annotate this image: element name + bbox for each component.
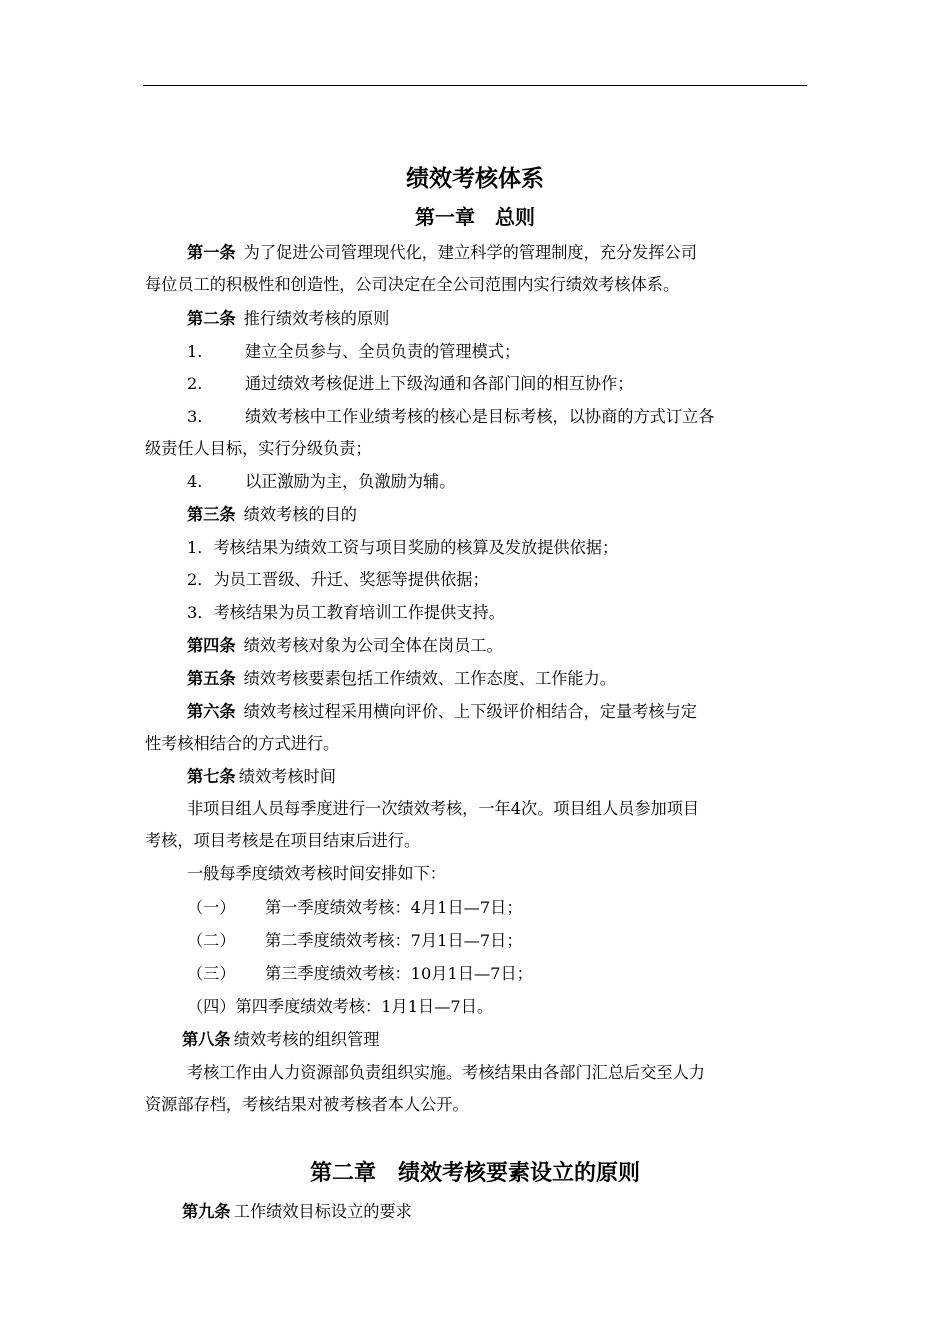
article-5: 第五条 绩效考核要素包括工作绩效、工作态度、工作能力。 bbox=[187, 669, 616, 688]
article-1: 第一条 为了促进公司管理现代化，建立科学的管理制度，充分发挥公司 bbox=[187, 243, 697, 262]
article-6-cont: 性考核相结合的方式进行。 bbox=[145, 734, 340, 753]
document-title: 绩效考核体系 bbox=[406, 166, 544, 192]
article-9-label: 第九条 bbox=[182, 1202, 231, 1221]
article-3: 第三条 绩效考核的目的 bbox=[187, 505, 357, 524]
article-7-quarter-4: （四）第四季度绩效考核：1月1日—7日。 bbox=[187, 997, 494, 1016]
article-7-label: 第七条 bbox=[187, 767, 236, 786]
article-4: 第四条 绩效考核对象为公司全体在岗员工。 bbox=[187, 636, 503, 655]
article-2-item-3-cont: 级责任人目标，实行分级负责； bbox=[145, 439, 372, 458]
article-2-item-2: 2. 通过绩效考核促进上下级沟通和各部门间的相互协作； bbox=[187, 374, 634, 393]
article-1-label: 第一条 bbox=[187, 243, 236, 262]
article-8-para-cont: 资源部存档，考核结果对被考核者本人公开。 bbox=[145, 1095, 469, 1114]
article-7-quarter-3: （三） 第三季度绩效考核：10月1日—7日； bbox=[187, 964, 533, 983]
article-4-label: 第四条 bbox=[187, 636, 236, 655]
article-3-item-3: 3．考核结果为员工教育培训工作提供支持。 bbox=[187, 603, 505, 622]
article-7-quarter-2: （二） 第二季度绩效考核：7月1日—7日； bbox=[187, 931, 523, 950]
article-3-label: 第三条 bbox=[187, 505, 236, 524]
article-2-label: 第二条 bbox=[187, 309, 236, 328]
article-1-cont: 每位员工的积极性和创造性，公司决定在全公司范围内实行绩效考核体系。 bbox=[145, 275, 680, 294]
article-3-item-2: 2．为员工晋级、升迁、奖惩等提供依据； bbox=[187, 570, 489, 589]
article-2-item-3: 3. 绩效考核中工作业绩考核的核心是目标考核，以协商的方式订立各 bbox=[187, 407, 715, 426]
article-7-para-1: 非项目组人员每季度进行一次绩效考核，一年4次。项目组人员参加项目 bbox=[187, 799, 700, 818]
article-8-label: 第八条 bbox=[182, 1030, 231, 1049]
article-7: 第七条 绩效考核时间 bbox=[187, 767, 336, 786]
article-2-item-4: 4. 以正激励为主，负激励为辅。 bbox=[187, 472, 456, 491]
article-7-para-1-cont: 考核，项目考核是在项目结束后进行。 bbox=[145, 831, 421, 850]
article-3-item-1: 1．考核结果为绩效工资与项目奖励的核算及发放提供依据； bbox=[187, 538, 619, 557]
chapter-2-heading: 第二章 绩效考核要素设立的原则 bbox=[309, 1161, 640, 1186]
chapter-1-heading: 第一章 总则 bbox=[415, 205, 535, 229]
article-2: 第二条 推行绩效考核的原则 bbox=[187, 309, 390, 328]
article-8-para: 考核工作由人力资源部负责组织实施。考核结果由各部门汇总后交至人力 bbox=[187, 1063, 705, 1082]
article-8: 第八条 绩效考核的组织管理 bbox=[182, 1030, 380, 1049]
article-9: 第九条 工作绩效目标设立的要求 bbox=[182, 1202, 412, 1221]
article-5-label: 第五条 bbox=[187, 669, 236, 688]
article-6-label: 第六条 bbox=[187, 702, 236, 721]
header-rule bbox=[143, 85, 807, 86]
article-6: 第六条 绩效考核过程采用横向评价、上下级评价相结合，定量考核与定 bbox=[187, 702, 697, 721]
article-7-quarter-1: （一） 第一季度绩效考核：4月1日—7日； bbox=[187, 898, 523, 917]
article-7-para-2: 一般每季度绩效考核时间安排如下： bbox=[187, 864, 446, 883]
article-2-item-1: 1. 建立全员参与、全员负责的管理模式； bbox=[187, 342, 521, 361]
